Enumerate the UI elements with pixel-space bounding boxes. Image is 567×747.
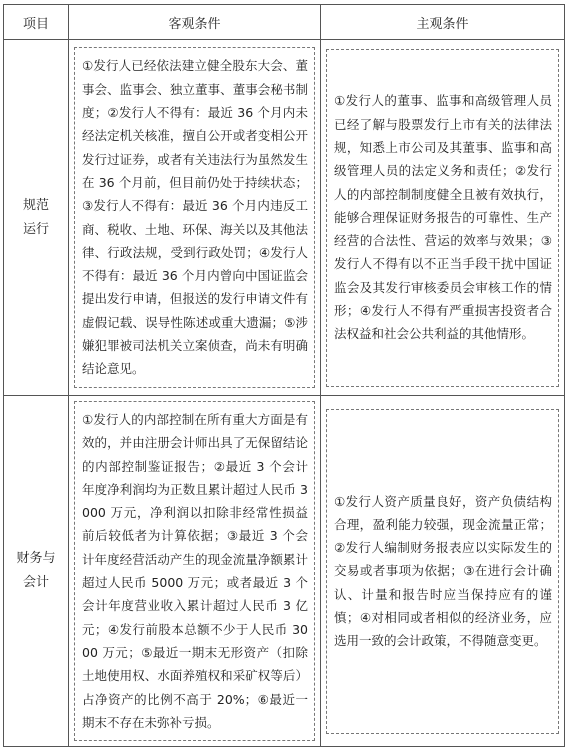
objective-text: ①发行人的内部控制在所有重大方面是有效的，并由注册会计师出具了无保留结论的内部控制鉴证报告；②最近 3 个会计年度净利润均为正数且累计超过人民币 3000 万元，净利润以扣除非经常性损益前后较低者为计算依据；③最近 3 个会计年度经营活动产生的现金流量净额累计超过人民币 5000 万元；或者最近 3 个会计年度营业收入累计超过人民币 3 亿元；④发行前股本总额不少于人民币 3000 万元；⑤最近一期末无形资产（扣除土地使用权、水面养殖权和采矿权等后）占净资产的比例不高于 20%；⑥最近一期末不存在未弥补亏损。 <box>74 401 315 741</box>
subjective-cell <box>321 396 565 747</box>
subjective-box <box>326 49 559 387</box>
category-cell <box>4 40 69 396</box>
objective-text: ①发行人已经依法建立健全股东大会、董事会、监事会、独立董事、董事会秘书制度；②发行人不得有：最近 36 个月内未经法定机关核准，擅自公开或者变相公开发行过证券，或者有关违法行为虽然发生在 36 个月前，但目前仍处于持续状态；③发行人不得有：最近 36 个月内违反工商、税收、土地、环保、海关以及其他法律、行政法规，受到行政处罚；④发行人不得有：最近 36 个月内曾向中国证监会提出发行申请，但报送的发行申请文件有虚假记载、误导性陈述或重大遗漏；⑤涉嫌犯罪被司法机关立案侦查，尚未有明确结论意见。 <box>74 47 315 387</box>
objective-cell <box>69 396 321 747</box>
document-page <box>0 4 567 737</box>
subjective-box <box>326 409 559 734</box>
category-line: 财务与 <box>16 551 56 567</box>
table-row <box>4 396 565 747</box>
header-subjective: 主观条件 <box>321 5 565 40</box>
subjective-cell <box>321 40 565 396</box>
category-cell <box>4 396 69 747</box>
table-row <box>4 40 565 396</box>
listing-conditions-table <box>3 4 565 747</box>
table-header-row <box>4 5 565 40</box>
header-item: 项目 <box>4 5 69 40</box>
category-line: 会计 <box>22 575 49 591</box>
subjective-text: ①发行人的董事、监事和高级管理人员已经了解与股票发行上市有关的法律法规，知悉上市公司及其董事、监事和高级管理人员的法定义务和责任；②发行人的内部控制制度健全且被有效执行，能够合理保证财务报告的可靠性、生产经营的合法性、营运的效率与效果；③发行人不得有以不正当手段干扰中国证监会及其发行审核委员会审核工作的情形；④发行人不得有严重损害投资者合法权益和社会公共利益的其他情形。 <box>334 93 552 342</box>
objective-cell <box>69 40 321 396</box>
category-line: 运行 <box>22 221 49 237</box>
category-line: 规范 <box>22 197 49 213</box>
subjective-text: ①发行人资产质量良好，资产负债结构合理，盈利能力较强，现金流量正常；②发行人编制财务报表应以实际发生的交易或者事项为依据；③在进行会计确认、计量和报告时应当保持应有的谨慎；④对相同或者相似的经济业务，应选用一致的会计政策，不得随意变更。 <box>334 493 552 649</box>
header-objective: 客观条件 <box>69 5 321 40</box>
